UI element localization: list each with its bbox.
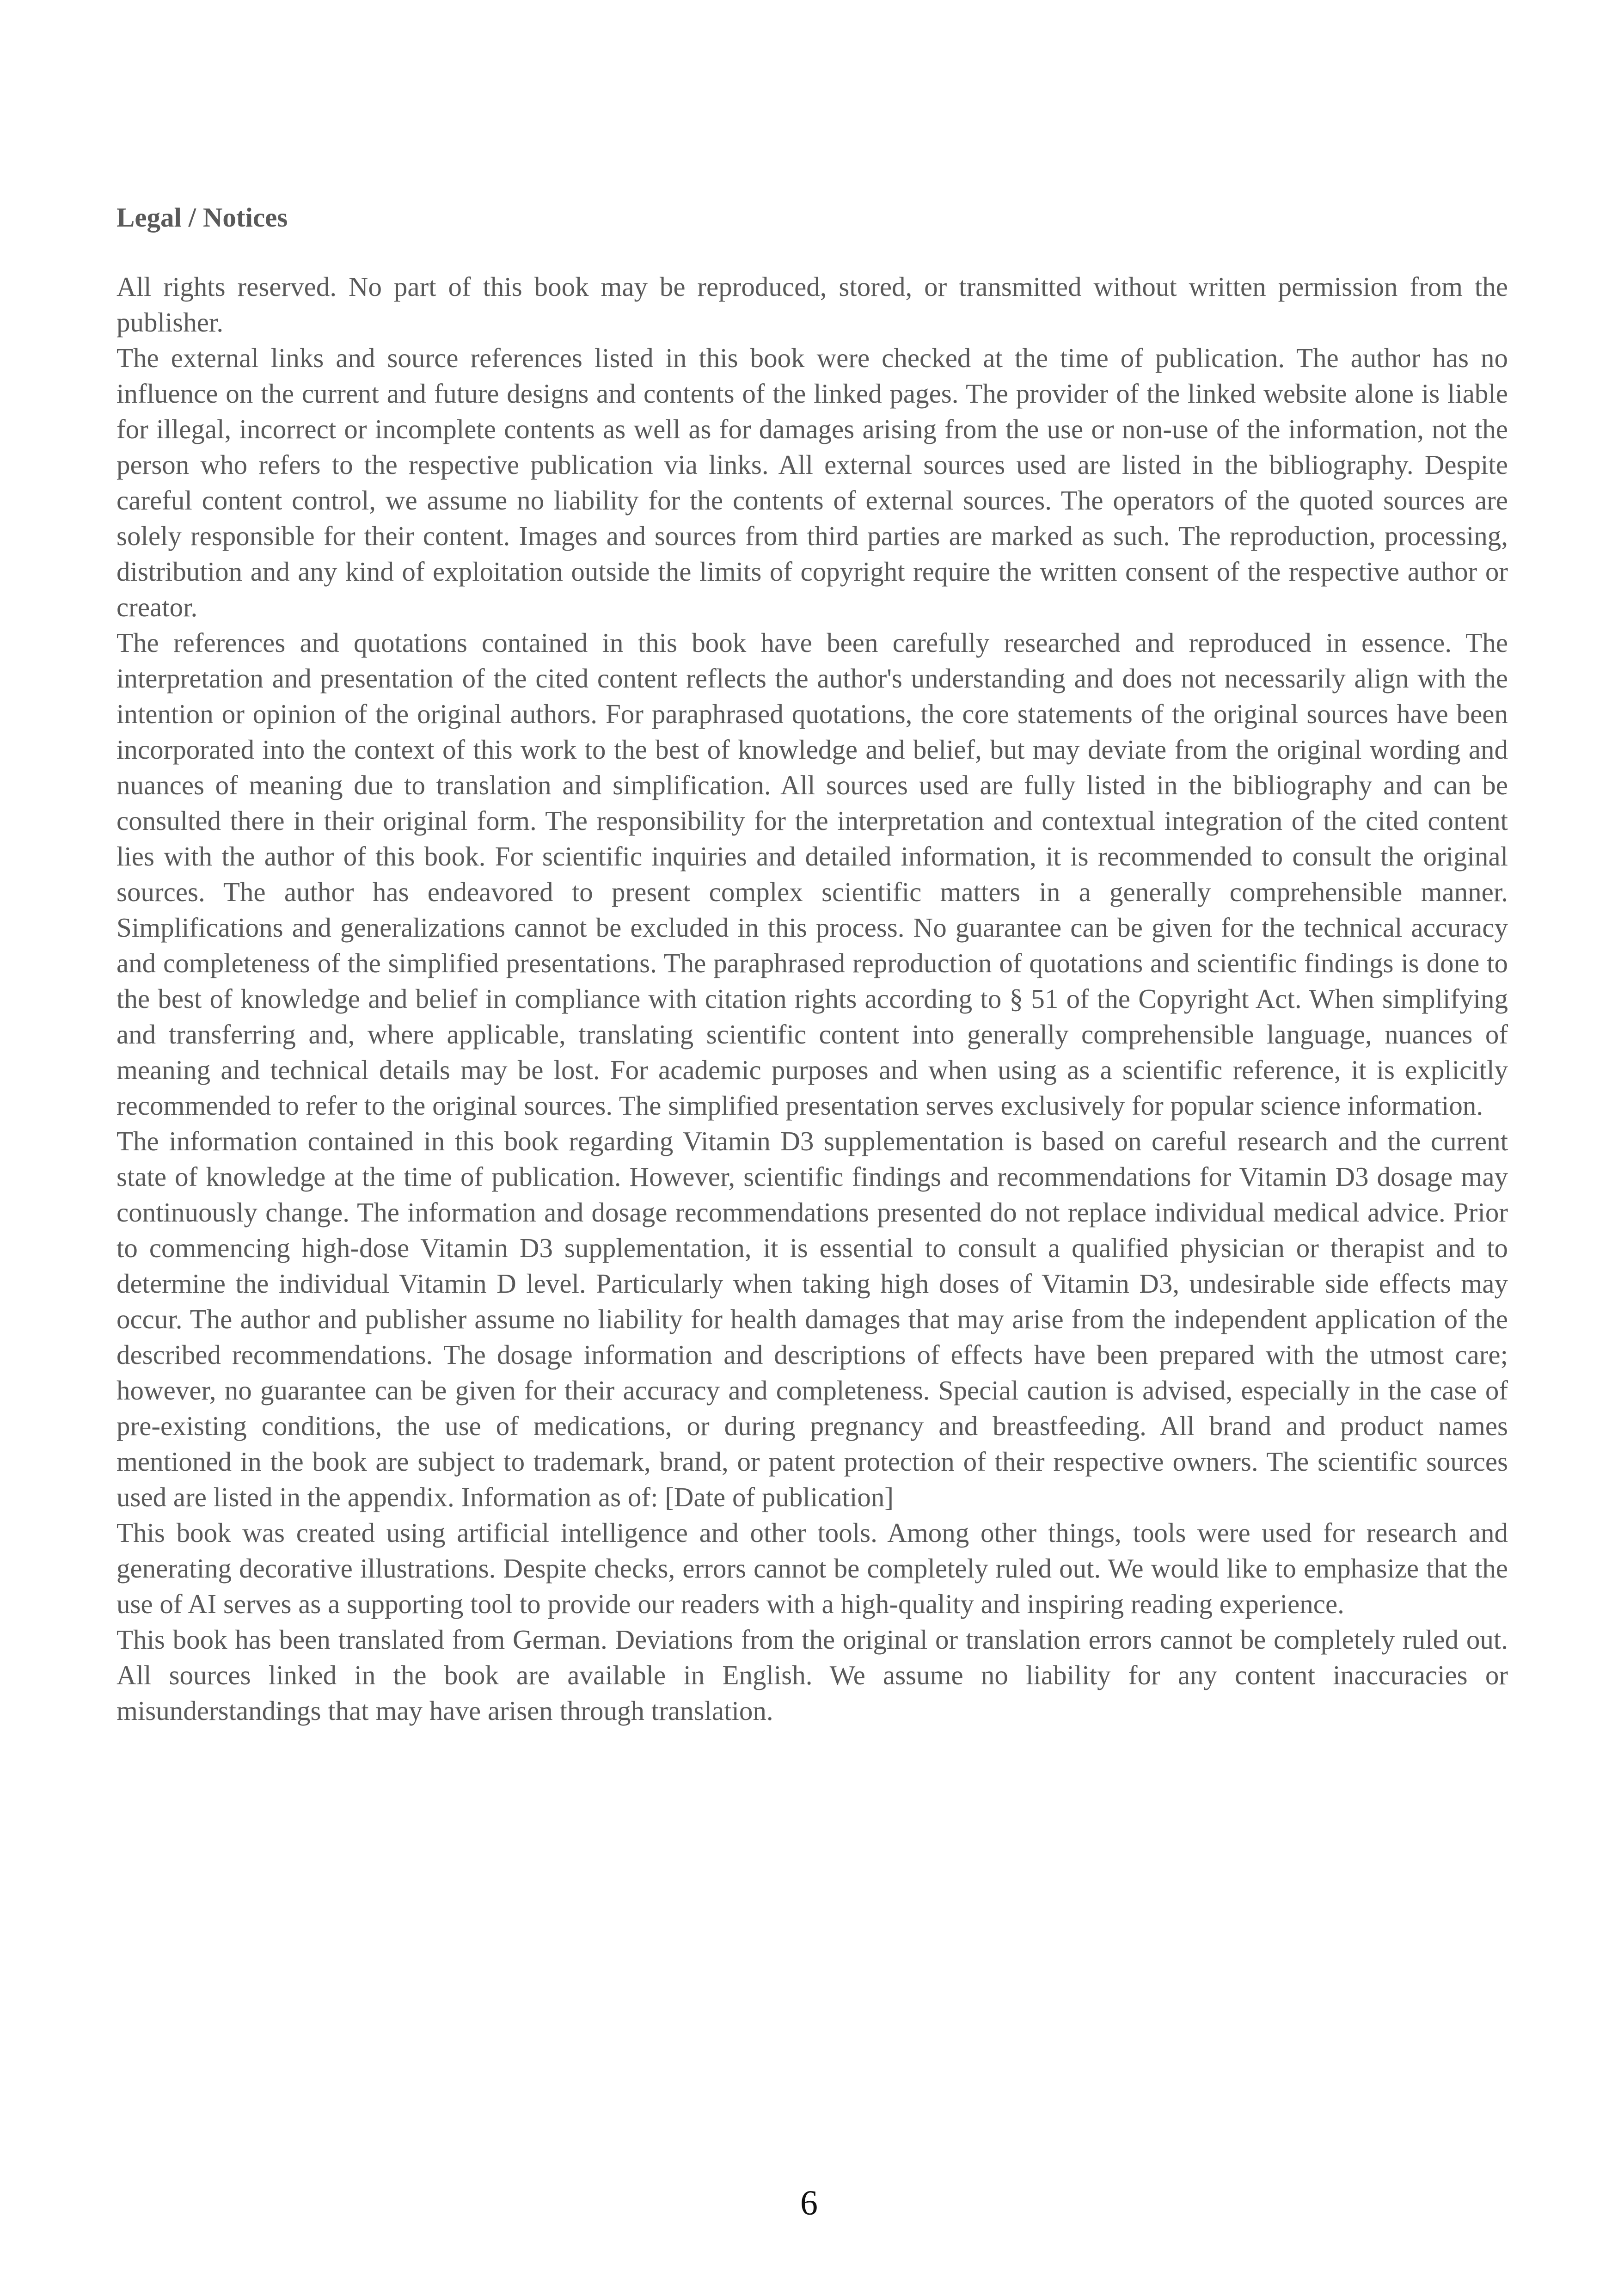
paragraph-external-links: The external links and source references listed in this book were checked at the time of publication. The author has no influence on the current and future designs and contents of the linked pages. The provider of the linked website alone is liable for illegal, incorrect or incomplete contents as well as for damages arising from the use or non-use of the information, not the person who refers to the respective publication via links. All external sources used are listed in the bibliography. Despite careful content control, we assume no liability for the contents of external sources. The operators of the quoted sources are solely responsible for their content. Images and sources from third parties are marked as such. The reproduction, processing, distribution and any kind of exploitation outside the limits of copyright require the written consent of the respective author or creator. xyxy=(116,343,1508,622)
paragraph-translation-notice: This book has been translated from German. Deviations from the original or translation errors cannot be completely ruled out. All sources linked in the book are available in English. We assume no liability for any content inaccuracies or misunderstandings that may have arisen through translation. xyxy=(116,1624,1508,1726)
paragraph-references-quotations: The references and quotations contained in this book have been carefully researched and reproduced in essence. The interpretation and presentation of the cited content reflects the author's understanding and does not necessarily align with the intention or opinion of the original authors. For paraphrased quotations, the core statements of the original sources have been incorporated into the context of this work to the best of knowledge and belief, but may deviate from the original wording and nuances of meaning due to translation and simplification. All sources used are fully listed in the bibliography and can be consulted there in their original form. The responsibility for the interpretation and contextual integration of the cited content lies with the author of this book. For scientific inquiries and detailed information, it is recommended to consult the original sources. The author has endeavored to present complex scientific matters in a generally comprehensible manner. Simplifications and generalizations cannot be excluded in this process. No guarantee can be given for the technical accuracy and completeness of the simplified presentations. The paraphrased reproduction of quotations and scientific findings is done to the best of knowledge and belief in compliance with citation rights according to § 51 of the Copyright Act. When simplifying and transferring and, where applicable, translating scientific content into generally comprehensible language, nuances of meaning and technical details may be lost. For academic purposes and when using as a scientific reference, it is explicitly recommended to refer to the original sources. The simplified presentation serves exclusively for popular science information. xyxy=(116,627,1508,1121)
page-content xyxy=(116,199,1508,1729)
paragraph-rights-reserved: All rights reserved. No part of this book may be reproduced, stored, or transmitted without written permission from the publisher. xyxy=(116,271,1508,338)
page-number: 6 xyxy=(800,2184,818,2222)
page-heading: Legal / Notices xyxy=(116,202,288,233)
paragraph-vitamin-d3-disclaimer: The information contained in this book regarding Vitamin D3 supplementation is based on careful research and the current state of knowledge at the time of publication. However, scientific findings and recommendations for Vitamin D3 dosage may continuously change. The information and dosage recommendations presented do not replace individual medical advice. Prior to commencing high-dose Vitamin D3 supplementation, it is essential to consult a qualified physician or therapist and to determine the individual Vitamin D level. Particularly when taking high doses of Vitamin D3, undesirable side effects may occur. The author and publisher assume no liability for health damages that may arise from the independent application of the described recommendations. The dosage information and descriptions of effects have been prepared with the utmost care; however, no guarantee can be given for their accuracy and completeness. Special caution is advised, especially in the case of pre-existing conditions, the use of medications, or during pregnancy and breastfeeding. All brand and product names mentioned in the book are subject to trademark, brand, or patent protection of their respective owners. The scientific sources used are listed in the appendix. Information as of: [Date of publication] xyxy=(116,1126,1508,1512)
paragraph-ai-notice: This book was created using artificial intelligence and other tools. Among other things, tools were used for research and generating decorative illustrations. Despite checks, errors cannot be completely ruled out. We would like to emphasize that the use of AI serves as a supporting tool to provide our readers with a high-quality and inspiring reading experience. xyxy=(116,1517,1508,1619)
